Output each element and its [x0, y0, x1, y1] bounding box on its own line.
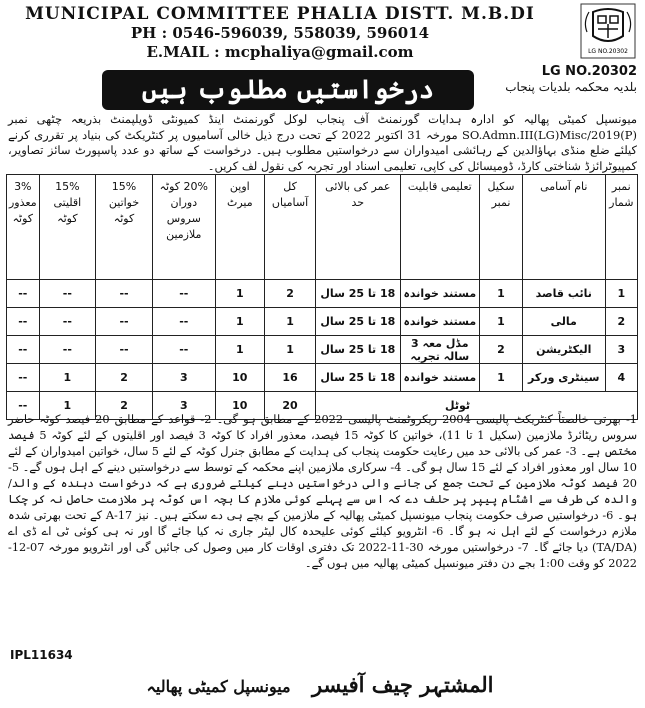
terms-paragraph: 1- بھرتی خالصتاً کنٹریکٹ پالیسی 2004 ریکروٹمنٹ پالیسی 2022 کے مطابق ہو گی۔ 2- قواعد کے مطابق 20 فیصد کوٹہ حاضر سروس ریٹائرڈ ملازمین (سکیل 1 تا 11)، خواتین کا کوٹہ 15 فیصد، معذور افراد کا کوٹہ 3 فیصد اور اقلیتوں کے لئے کوٹہ 5 فیصد مختص ہے۔ 3- عمر کی بالائی حد میں رعایت حکومت پنجاب کی ہدایت کے مطابق جنرل کوٹہ کے لئے 5 سال، خواتین امیدواران کے لئے 10 سال اور معذور افراد کے لئے 15 سال ہو گی۔ 4- سرکاری ملازمین اپنے محکمہ کے توسط سے درخواستیں دینے کے اہل ہوں گے۔ 5- 20 فیصد کوٹہ ملازمین کے تحت جمع کی جانے والی درخواستیں دینے کیلئے ضروری ہے کہ درخواست دہندہ کے والد/والدہ کی طرف سے اشٹام پیپر پر حلف دے کہ اس سے پہلے کوئی ملازم کا بچہ اس کوٹہ پر ملازمت حاصل نہ کر چکا ہو۔ 6- درخواستیں صرف حکومت پنجاب میونسپل کمیٹی پھالیہ کے ملازمین کے بچے ہی دے سکتے ہیں۔ نیز A-17 کے تحت بھرتی شدہ ملازم درخواست کے لئے اہل نہ ہو گا۔ 6- انٹرویو کیلئے کوئی علیحدہ کال لیٹر جاری نہ کیا جائے گا اور نہ ہی کوئی ٹی اے ڈی اے (TA/DA) دیا جائے گا۔ 7- درخواستیں مورخہ 30-11-2022 تک دفتری اوقات کار میں وصول کی جائیں گی اور انٹرویو مورخہ 07-12-2022 کو وقت 1:00 بجے دن دفتر میونسپل کمیٹی پھالیہ میں ہوں گے۔	[8, 413, 638, 570]
table-total-row: ٹوٹل 20 10 3 2 1 --	[7, 392, 638, 420]
vacancies-banner: درخواستیں مطلوب ہیں	[102, 70, 474, 110]
table-row: 2 مالی 1 مستند خواندہ 18 تا 25 سال 1 1 -- -- -- --	[7, 308, 638, 336]
email-line: E.MAIL : mcphaliya@gmail.com	[146, 43, 414, 61]
committee-title: MUNICIPAL COMMITTEE PHALIA DISTT. M.B.DI	[25, 4, 535, 24]
col-post: نام آسامی	[522, 175, 605, 280]
intro-paragraph: میونسپل کمیٹی پھالیہ کو ادارہ ہدایات گورنمنٹ آف پنجاب لوکل گورنمنٹ اینڈ کمیونٹی ڈویلپمنٹ بذریعہ چٹھی نمبر SO.Admn.III(LG)Misc/2019(P) مورخہ 31 اکتوبر 2022 کے تحت درج ذیل خالی آسامیوں پر کنٹریکٹ کی بنیاد پر تقرری کرنے کیلئے ضلع منڈی بہاؤالدین کے رہائشی امیدواران سے درخواستیں مطلوب ہیں۔ درخواست کے ساتھ دو عدد پاسپورٹ سائز تصاویر، کمپیوٹرائزڈ شناختی کارڈ، ڈومیسائل کی کاپی، تعلیمی اسناد اور تجربہ کی نقول لف کریں۔	[8, 112, 637, 173]
col-scale: سکیل نمبر	[480, 175, 523, 280]
col-open: اوپن میرٹ	[215, 175, 264, 280]
col-service: 20% کوٹہ دوران سروس ملازمین	[152, 175, 215, 280]
table-row: 4 سینٹری ورکر 1 مستند خواندہ 18 تا 25 سال 16 10 3 2 1 --	[7, 364, 638, 392]
signature-block	[140, 672, 500, 697]
table-row: 1 نائب قاصد 1 مستند خواندہ 18 تا 25 سال 2 1 -- -- -- --	[7, 280, 638, 308]
total-label: ٹوٹل	[316, 392, 638, 420]
table-header-row	[7, 175, 638, 280]
col-women: 15% خواتین کوٹہ	[96, 175, 153, 280]
lg-number: LG NO.20302	[541, 64, 637, 79]
col-minority: 15% اقلیتی کوٹہ	[39, 175, 96, 280]
col-total: کل آسامیاں	[265, 175, 316, 280]
lg-logo-icon	[579, 2, 637, 60]
col-age: عمر کی بالائی حد	[316, 175, 400, 280]
col-serial: نمبر شمار	[605, 175, 637, 280]
svg-text:LG NO.20302: LG NO.20302	[588, 48, 628, 55]
col-disabled: 3% معذور کوٹہ	[7, 175, 40, 280]
phone-line: PH : 0546-596039, 558039, 596014	[130, 24, 430, 42]
col-qualification: تعلیمی قابلیت	[400, 175, 479, 280]
department-label: بلدیہ محکمہ بلدیات پنجاب	[505, 80, 637, 94]
table-row: 3 الیکٹریشن 2 مڈل معہ 3 سالہ تجربہ 18 تا 25 سال 1 1 -- -- -- --	[7, 336, 638, 364]
ipl-number: IPL11634	[10, 648, 73, 662]
vacancy-table	[6, 174, 638, 420]
header	[0, 0, 645, 62]
signature-title: المشتہر چیف آفیسر	[311, 672, 494, 697]
signature-subtitle: میونسپل کمیٹی پھالیہ	[146, 677, 291, 696]
